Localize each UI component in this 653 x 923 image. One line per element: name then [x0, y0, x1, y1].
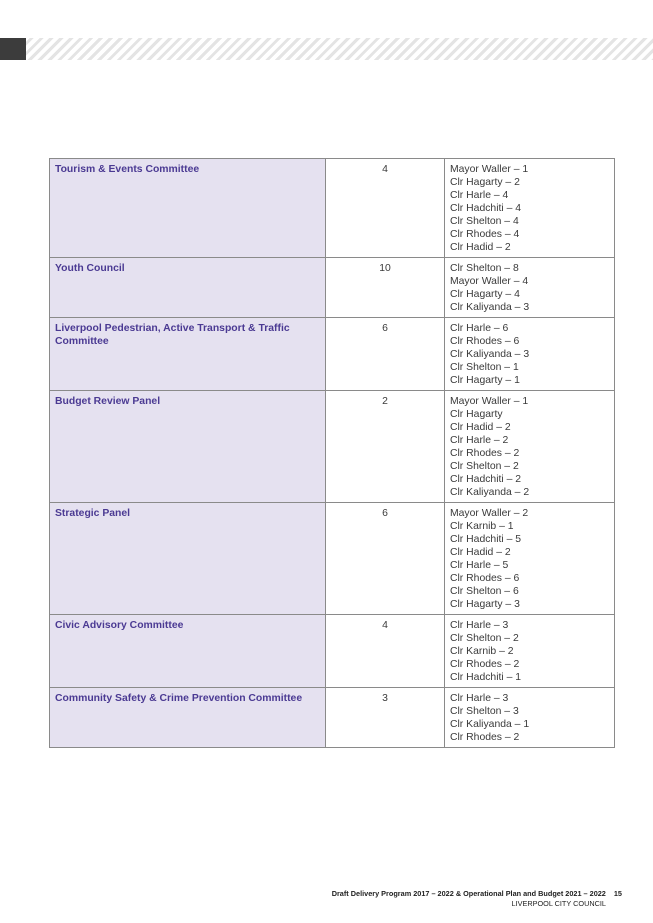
committee-name: Community Safety & Crime Prevention Committee [50, 688, 326, 748]
committee-members [445, 503, 615, 615]
committee-name: Strategic Panel [50, 503, 326, 615]
member-entry: Clr Rhodes – 6 [450, 573, 520, 584]
member-entry: Mayor Waller – 2 [450, 508, 529, 519]
committee-count: 6 [326, 318, 445, 391]
member-entry: Clr Shelton – 6 [450, 586, 519, 597]
committee-members [445, 391, 615, 503]
committee-row [50, 318, 615, 391]
member-entry: Clr Shelton – 8 [450, 263, 519, 274]
committee-members [445, 258, 615, 318]
page-footer [332, 889, 622, 909]
member-entry: Clr Harle – 2 [450, 435, 509, 446]
member-entry: Clr Karnib – 1 [450, 521, 514, 532]
member-entry: Clr Kaliyanda – 3 [450, 349, 530, 360]
header-pattern-band [0, 38, 653, 60]
footer-document-title: Draft Delivery Program 2017 – 2022 & Operational Plan and Budget 2021 – 2022 [331, 889, 606, 898]
member-entry: Mayor Waller – 4 [450, 276, 529, 287]
committee-count: 4 [326, 615, 445, 688]
committee-name: Civic Advisory Committee [50, 615, 326, 688]
member-entry: Clr Hadchiti – 2 [450, 474, 522, 485]
committee-count: 2 [326, 391, 445, 503]
header-tab-block [0, 38, 26, 60]
member-entry: Mayor Waller – 1 [450, 396, 529, 407]
member-entry: Clr Harle – 3 [450, 620, 509, 631]
member-entry: Clr Kaliyanda – 2 [450, 487, 530, 498]
footer-organisation: LIVERPOOL CITY COUNCIL [511, 899, 606, 908]
member-entry: Clr Hagarty – 2 [450, 177, 520, 188]
committee-table [49, 158, 615, 748]
member-entry: Clr Rhodes – 4 [450, 229, 520, 240]
member-entry: Clr Rhodes – 2 [450, 659, 520, 670]
committee-count: 3 [326, 688, 445, 748]
committee-name: Budget Review Panel [50, 391, 326, 503]
committee-row [50, 688, 615, 748]
committee-members [445, 615, 615, 688]
member-entry: Clr Hadchiti – 4 [450, 203, 522, 214]
member-entry: Clr Shelton – 1 [450, 362, 519, 373]
member-entry: Clr Kaliyanda – 1 [450, 719, 530, 730]
member-entry: Clr Hagarty – 1 [450, 375, 520, 386]
committee-table-body [50, 159, 615, 748]
committee-count: 6 [326, 503, 445, 615]
member-entry: Clr Karnib – 2 [450, 646, 514, 657]
committee-name: Tourism & Events Committee [50, 159, 326, 258]
committee-members [445, 159, 615, 258]
committee-members [445, 688, 615, 748]
footer-page-number: 15 [613, 889, 622, 898]
member-entry: Clr Rhodes – 2 [450, 732, 520, 743]
member-entry: Clr Shelton – 2 [450, 461, 519, 472]
committee-row [50, 391, 615, 503]
committee-count: 10 [326, 258, 445, 318]
member-entry: Clr Harle – 5 [450, 560, 509, 571]
committee-name: Liverpool Pedestrian, Active Transport & Traffic Committee [50, 318, 326, 391]
member-entry: Clr Harle – 6 [450, 323, 509, 334]
member-entry: Clr Hadchiti – 1 [450, 672, 522, 683]
member-entry: Clr Hagarty – 3 [450, 599, 520, 610]
committee-row [50, 159, 615, 258]
member-entry: Clr Hagarty – 4 [450, 289, 520, 300]
member-entry: Clr Shelton – 4 [450, 216, 519, 227]
member-entry: Clr Rhodes – 2 [450, 448, 520, 459]
member-entry: Clr Hadid – 2 [450, 547, 511, 558]
member-entry: Clr Hadid – 2 [450, 242, 511, 253]
member-entry: Mayor Waller – 1 [450, 164, 529, 175]
committee-count: 4 [326, 159, 445, 258]
committee-members [445, 318, 615, 391]
member-entry: Clr Kaliyanda – 3 [450, 302, 530, 313]
member-entry: Clr Rhodes – 6 [450, 336, 520, 347]
committee-name: Youth Council [50, 258, 326, 318]
committee-row [50, 258, 615, 318]
member-entry: Clr Harle – 3 [450, 693, 509, 704]
member-entry: Clr Shelton – 2 [450, 633, 519, 644]
member-entry: Clr Harle – 4 [450, 190, 509, 201]
committee-row [50, 503, 615, 615]
member-entry: Clr Hagarty [450, 409, 503, 420]
member-entry: Clr Hadchiti – 5 [450, 534, 522, 545]
member-entry: Clr Shelton – 3 [450, 706, 519, 717]
member-entry: Clr Hadid – 2 [450, 422, 511, 433]
committee-row [50, 615, 615, 688]
